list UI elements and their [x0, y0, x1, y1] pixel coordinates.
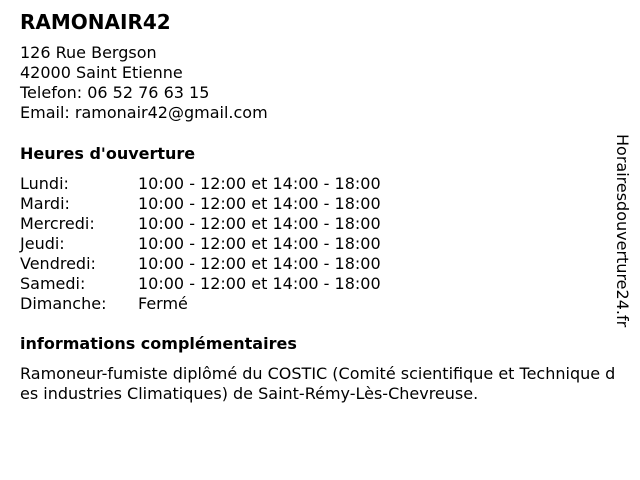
day-hours: 10:00 - 12:00 et 14:00 - 18:00: [138, 194, 381, 213]
day-hours: 10:00 - 12:00 et 14:00 - 18:00: [138, 254, 381, 273]
day-hours: 10:00 - 12:00 et 14:00 - 18:00: [138, 274, 381, 293]
business-description: Ramoneur-fumiste diplômé du COSTIC (Comité scientifique et Technique des industries Climatiques) de Saint-Rémy-Lès-Chevreuse.: [20, 364, 616, 403]
address-city: 42000 Saint Etienne: [20, 63, 183, 82]
address-street: 126 Rue Bergson: [20, 43, 157, 62]
phone-number: Telefon: 06 52 76 63 15: [20, 83, 210, 102]
info-heading: informations complémentaires: [20, 334, 297, 353]
day-label: Jeudi:: [20, 234, 65, 253]
day-label: Lundi:: [20, 174, 69, 193]
day-hours: 10:00 - 12:00 et 14:00 - 18:00: [138, 174, 381, 193]
day-label: Samedi:: [20, 274, 86, 293]
site-watermark: Horairesdouverture24.fr: [613, 134, 632, 328]
email-address: Email: ramonair42@gmail.com: [20, 103, 268, 122]
day-label: Vendredi:: [20, 254, 96, 273]
day-hours: Fermé: [138, 294, 188, 313]
business-contact: [20, 43, 268, 123]
day-label: Mercredi:: [20, 214, 95, 233]
day-hours: 10:00 - 12:00 et 14:00 - 18:00: [138, 234, 381, 253]
hours-heading: Heures d'ouverture: [20, 144, 196, 163]
day-label: Mardi:: [20, 194, 70, 213]
business-name: RAMONAIR42: [20, 10, 171, 34]
day-label: Dimanche:: [20, 294, 107, 313]
day-hours: 10:00 - 12:00 et 14:00 - 18:00: [138, 214, 381, 233]
